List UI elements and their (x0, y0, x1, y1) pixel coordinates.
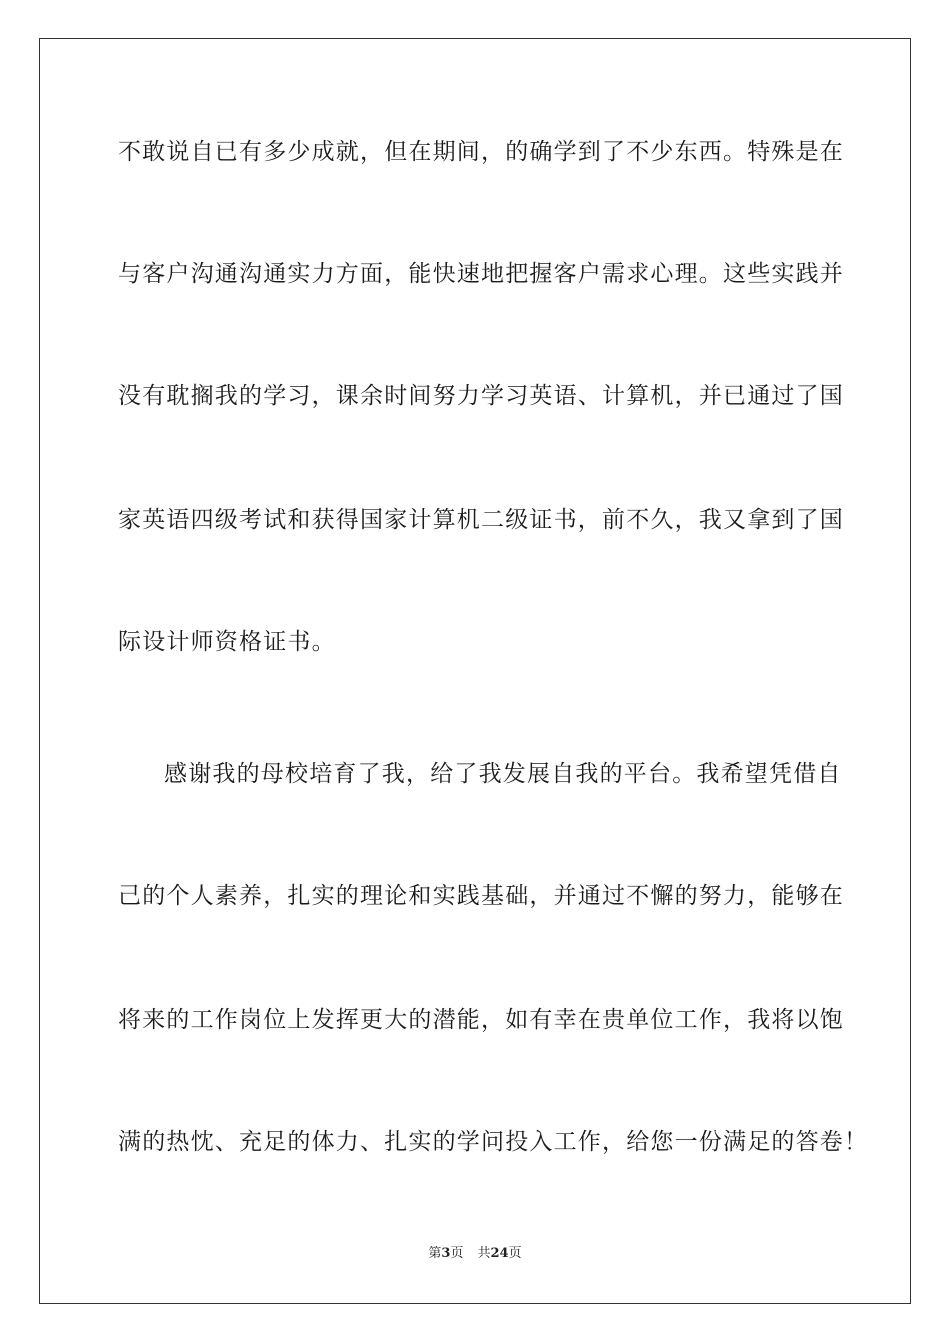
paragraph-line-8: 将来的工作岗位上发挥更大的潜能，如有幸在贵单位工作，我将以饱 (118, 1007, 844, 1033)
page-border (39, 38, 911, 1304)
paragraph-line-1: 不敢说自已有多少成就，但在期间，的确学到了不少东西。特殊是在 (118, 139, 844, 165)
paragraph-line-3: 没有耽搁我的学习，课余时间努力学习英语、计算机，并已通过了国 (118, 383, 844, 409)
total-suffix: 页 (508, 1246, 522, 1261)
paragraph-line-6: 感谢我的母校培育了我，给了我发展自我的平台。我希望凭借自 (164, 761, 842, 787)
paragraph-line-2: 与客户沟通沟通实力方面，能快速地把握客户需求心理。这些实践并 (118, 261, 844, 287)
paragraph-line-7: 己的个人素养，扎实的理论和实践基础，并通过不懈的努力，能够在 (118, 883, 844, 909)
paragraph-line-5: 际设计师资格证书。 (118, 629, 336, 655)
paragraph-line-9: 满的热忱、充足的体力、扎实的学问投入工作，给您一份满足的答卷！ (118, 1129, 869, 1155)
page-suffix: 页 (450, 1246, 464, 1261)
total-prefix: 共 (477, 1246, 491, 1261)
page-footer (0, 1246, 950, 1262)
total-pages: 24 (490, 1246, 509, 1261)
paragraph-line-4: 家英语四级考试和获得国家计算机二级证书，前不久，我又拿到了国 (118, 507, 844, 533)
page-number: 3 (441, 1246, 451, 1261)
page-prefix: 第 (428, 1246, 442, 1261)
